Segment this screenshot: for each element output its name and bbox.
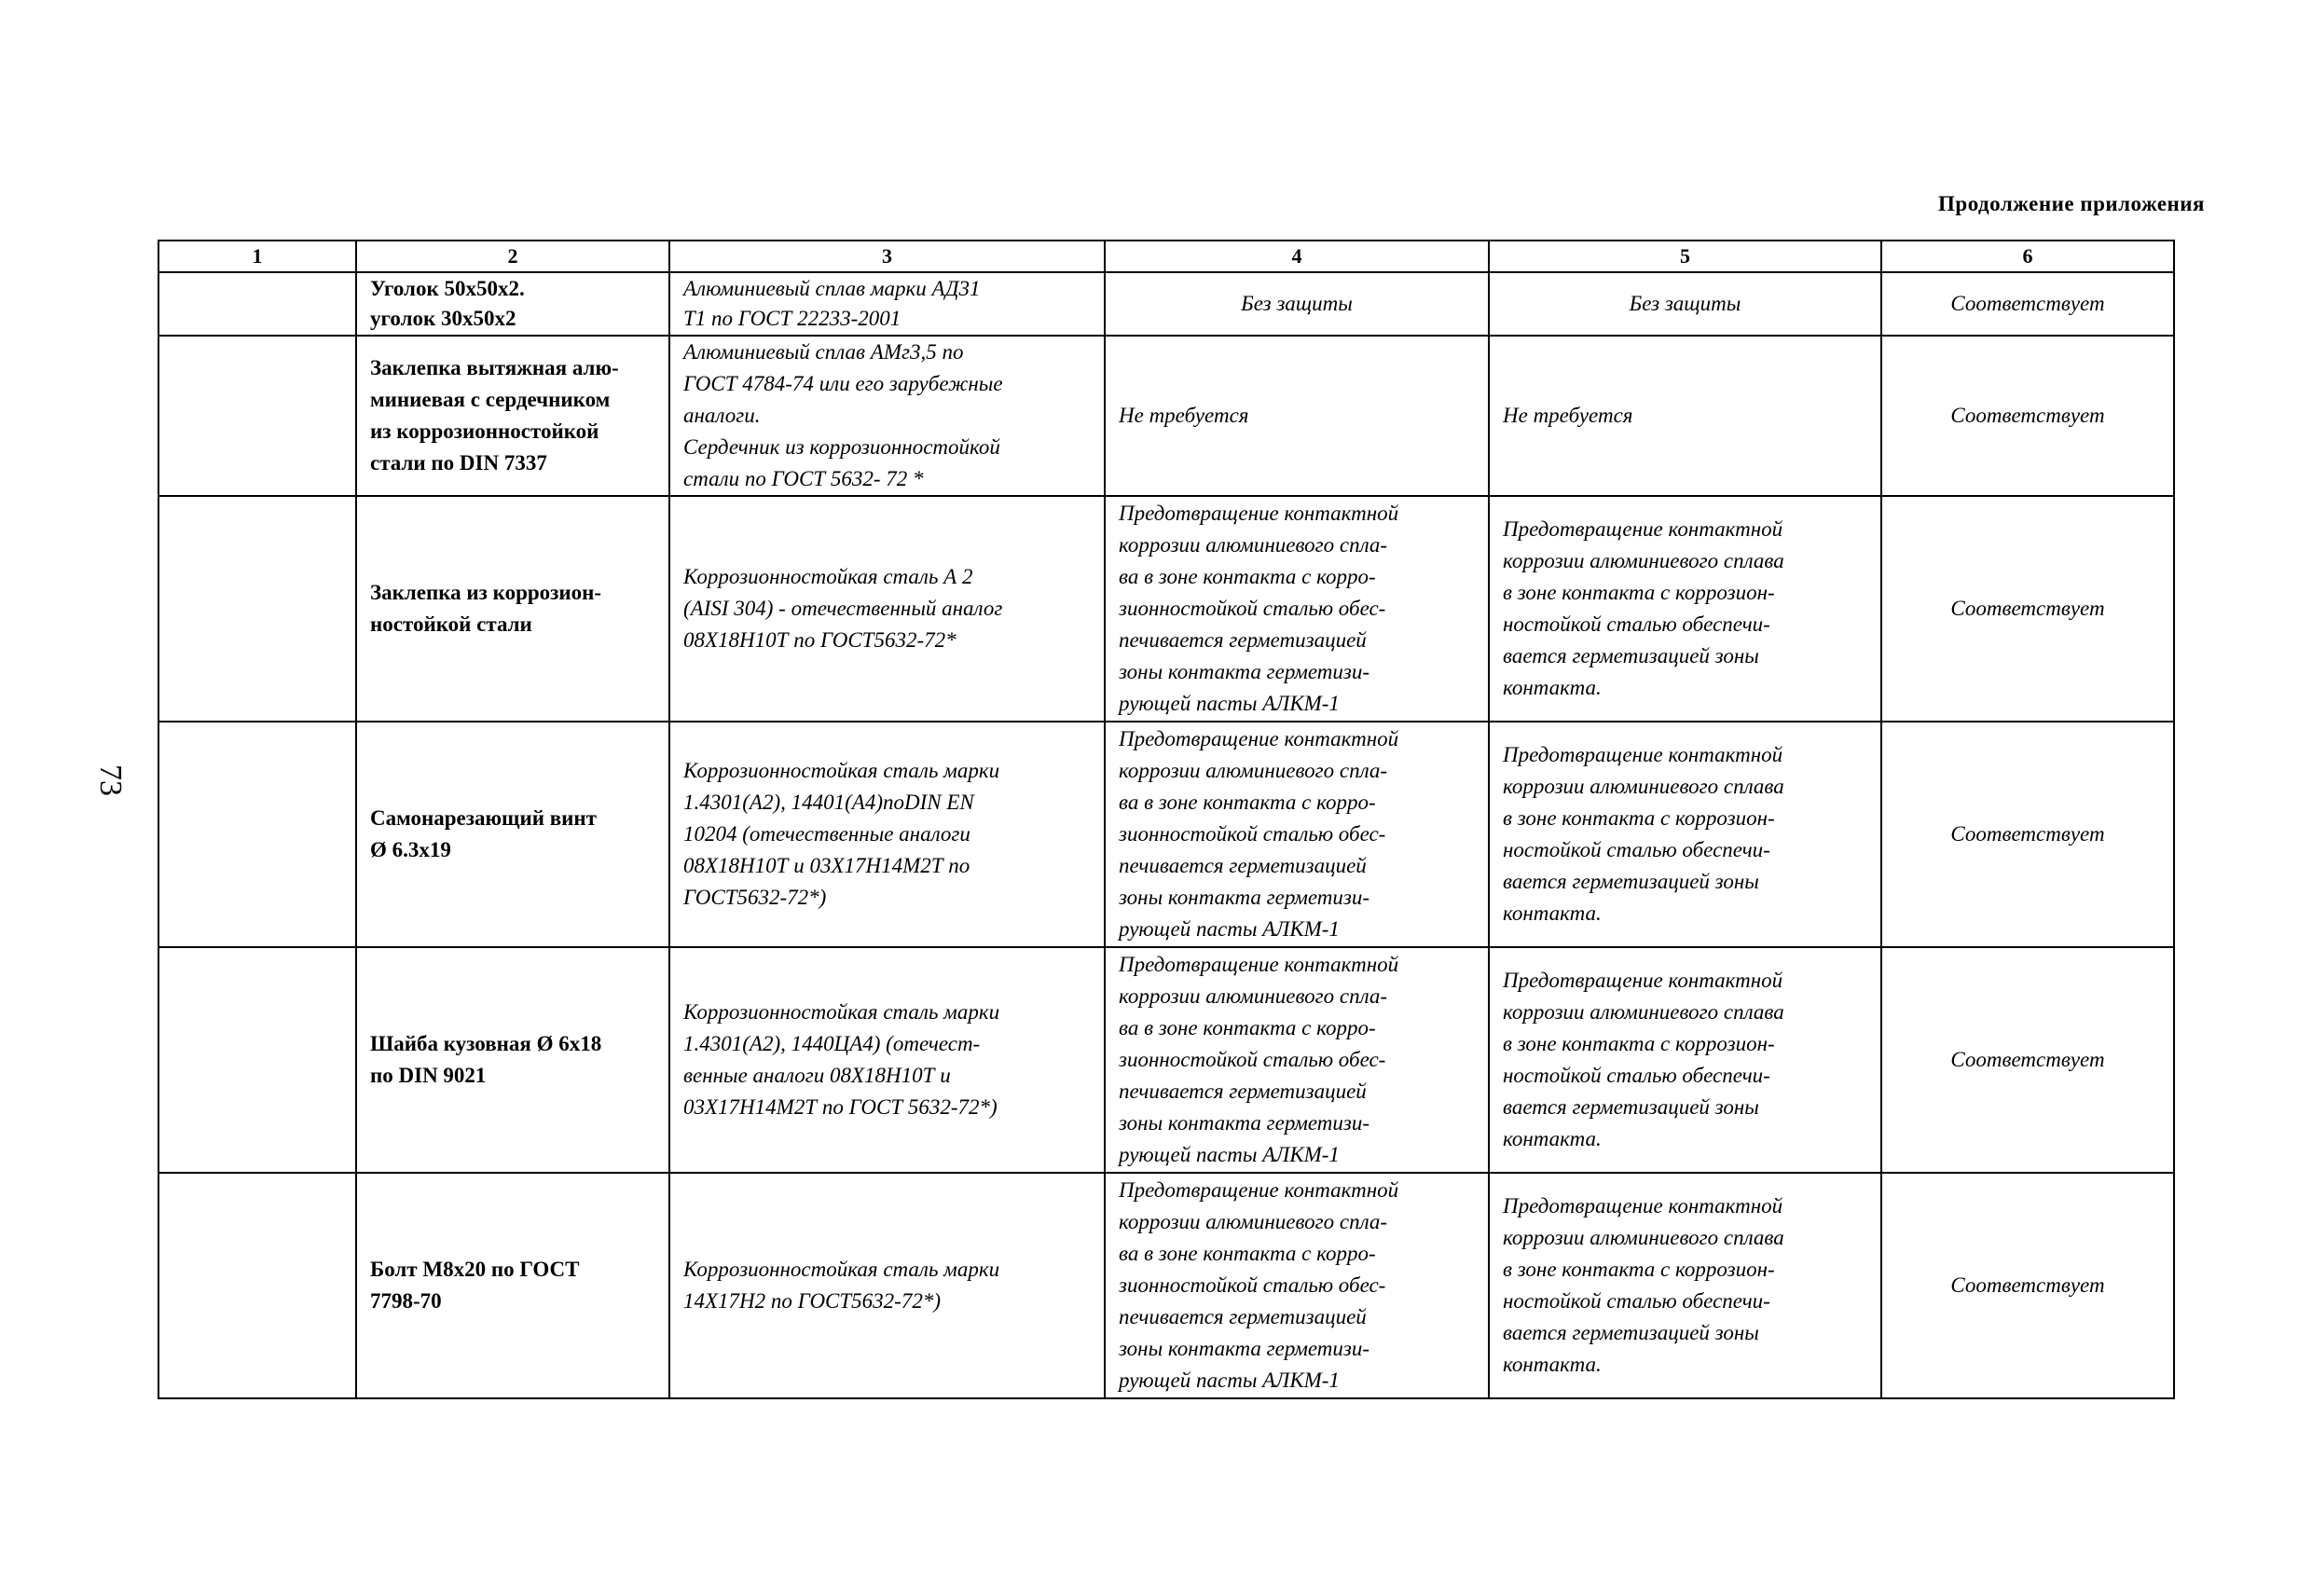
- table-header-row: [158, 241, 2174, 272]
- cell-protection: Предотвращение контактной коррозии алюминиевого спла- ва в зоне контакта с корро- зионностойкой сталью обес- печивается герметизацией зоны контакта герметизи- рующей пасты АЛКМ-1: [1105, 1173, 1489, 1398]
- column-header-1: 1: [158, 241, 356, 272]
- table-row: [158, 496, 2174, 722]
- cell-protection-alt: Не требуется: [1489, 336, 1881, 496]
- cell-col1: [158, 496, 356, 722]
- cell-compliance: Соответствует: [1881, 722, 2174, 947]
- cell-material: Коррозионностойкая сталь марки 14Х17Н2 по ГОСТ5632-72*): [669, 1173, 1105, 1398]
- cell-protection-alt: Предотвращение контактной коррозии алюминиевого сплава в зоне контакта с коррозион- ностойкой сталью обеспечи- вается герметизацией зоны контакта.: [1489, 947, 1881, 1173]
- page-number: 73: [93, 764, 128, 796]
- column-header-6: 6: [1881, 241, 2174, 272]
- cell-col1: [158, 722, 356, 947]
- cell-compliance: Соответствует: [1881, 1173, 2174, 1398]
- table-row: [158, 722, 2174, 947]
- cell-protection: Без защиты: [1105, 272, 1489, 336]
- cell-protection-alt: Предотвращение контактной коррозии алюминиевого сплава в зоне контакта с коррозион- ностойкой сталью обеспечи- вается герметизацией зоны контакта.: [1489, 496, 1881, 722]
- column-header-2: 2: [356, 241, 669, 272]
- column-header-5: 5: [1489, 241, 1881, 272]
- cell-protection: Предотвращение контактной коррозии алюминиевого спла- ва в зоне контакта с корро- зионностойкой сталью обес- печивается герметизацией зоны контакта герметизи- рующей пасты АЛКМ-1: [1105, 947, 1489, 1173]
- table-row: [158, 272, 2174, 336]
- table-row: [158, 1173, 2174, 1398]
- cell-item-name: Самонарезающий винт Ø 6.3x19: [356, 722, 669, 947]
- cell-protection: Предотвращение контактной коррозии алюминиевого спла- ва в зоне контакта с корро- зионностойкой сталью обес- печивается герметизацией зоны контакта герметизи- рующей пасты АЛКМ-1: [1105, 496, 1489, 722]
- cell-item-name: Болт М8x20 по ГОСТ 7798-70: [356, 1173, 669, 1398]
- appendix-table: [158, 240, 2175, 1399]
- table-row: [158, 336, 2174, 496]
- cell-item-name: Шайба кузовная Ø 6x18 по DIN 9021: [356, 947, 669, 1173]
- column-header-3: 3: [669, 241, 1105, 272]
- cell-material: Коррозионностойкая сталь А 2 (AISI 304) - отечественный аналог 08Х18Н10Т по ГОСТ5632-72*: [669, 496, 1105, 722]
- cell-material: Алюминиевый сплав марки АД31 Т1 по ГОСТ 22233-2001: [669, 272, 1105, 336]
- cell-item-name: Заклепка из коррозион- ностойкой стали: [356, 496, 669, 722]
- cell-compliance: Соответствует: [1881, 272, 2174, 336]
- cell-material: Коррозионностойкая сталь марки 1.4301(А2), 14401(А4)поDIN EN 10204 (отечественные аналоги 08Х18Н10Т и 03Х17Н14М2Т по ГОСТ5632-72*): [669, 722, 1105, 947]
- cell-col1: [158, 1173, 356, 1398]
- cell-protection: Не требуется: [1105, 336, 1489, 496]
- cell-item-name: Заклепка вытяжная алю- миниевая с сердечником из коррозионностойкой стали по DIN 7337: [356, 336, 669, 496]
- cell-col1: [158, 947, 356, 1173]
- cell-compliance: Соответствует: [1881, 947, 2174, 1173]
- cell-protection: Предотвращение контактной коррозии алюминиевого спла- ва в зоне контакта с корро- зионностойкой сталью обес- печивается герметизацией зоны контакта герметизи- рующей пасты АЛКМ-1: [1105, 722, 1489, 947]
- column-header-4: 4: [1105, 241, 1489, 272]
- cell-protection-alt: Предотвращение контактной коррозии алюминиевого сплава в зоне контакта с коррозион- ностойкой сталью обеспечи- вается герметизацией зоны контакта.: [1489, 722, 1881, 947]
- page-header-title: Продолжение приложения: [1938, 192, 2205, 215]
- cell-col1: [158, 272, 356, 336]
- cell-material: Алюминиевый сплав АМг3,5 по ГОСТ 4784-74 или его зарубежные аналоги. Сердечник из коррозионностойкой стали по ГОСТ 5632- 72 *: [669, 336, 1105, 496]
- cell-protection-alt: Без защиты: [1489, 272, 1881, 336]
- cell-material: Коррозионностойкая сталь марки 1.4301(А2), 1440ЦА4) (отечест- венные аналоги 08Х18Н10Т и 03Х17Н14М2Т по ГОСТ 5632-72*): [669, 947, 1105, 1173]
- cell-protection-alt: Предотвращение контактной коррозии алюминиевого сплава в зоне контакта с коррозион- ностойкой сталью обеспечи- вается герметизацией зоны контакта.: [1489, 1173, 1881, 1398]
- cell-compliance: Соответствует: [1881, 336, 2174, 496]
- table-row: [158, 947, 2174, 1173]
- cell-col1: [158, 336, 356, 496]
- cell-compliance: Соответствует: [1881, 496, 2174, 722]
- cell-item-name: Уголок 50x50x2. уголок 30x50x2: [356, 272, 669, 336]
